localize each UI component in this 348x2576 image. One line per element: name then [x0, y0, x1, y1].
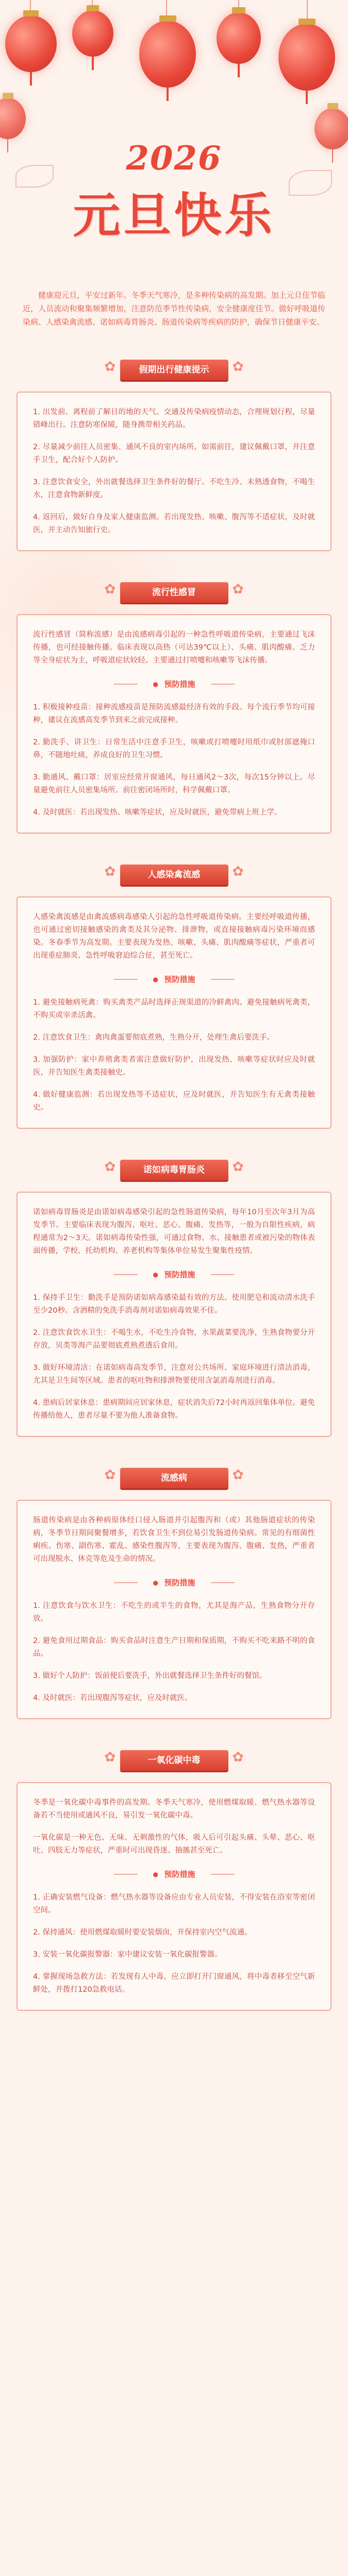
paragraph: 2. 注意饮食饮水卫生：不喝生水，不吃生冷食物，水果蔬菜要洗净，生熟食物要分开存放，贝类等海产品要彻底煮熟煮透后食用。 — [33, 1329, 315, 1350]
paragraph: 1. 避免接触病死禽：购买禽类产品时选择正规渠道的冷鲜禽肉。避免接触病死禽类，不购买或宰杀活禽。 — [33, 998, 315, 1020]
lantern-icon — [0, 98, 26, 139]
paragraph: 3. 勤通风、戴口罩：居室应经常开窗通风，每日通风2～3次，每次15分钟以上。尽量避免前往人员密集场所。前往密闭场所时，科学佩戴口罩。 — [33, 773, 315, 794]
section-banner: ✿ 假期出行健康提示 ✿ — [120, 360, 228, 380]
paragraph: 一氧化碳是一种无色、无味、无刺激性的气体，吸入后可引起头痛、头晕、恶心、呕吐、四肢无力等症状，严重时可出现昏迷、抽搐甚至死亡。 — [33, 1834, 315, 1855]
section-card — [16, 392, 332, 551]
subheading-label: ● 预防措施 — [153, 972, 195, 987]
paragraph: 流行性感冒（简称流感）是由流感病毒引起的一种急性呼吸道传染病，主要通过飞沫传播，也可经接触传播。临床表现以高热（可达39℃以上）、头痛、肌肉酸痛、乏力等全身症状为主，呼吸道症状较轻。主要通过打喷嚏和咳嗽等飞沫传播。 — [33, 631, 315, 665]
subheading-label: ● 预防措施 — [153, 1867, 195, 1882]
banner-spacer — [0, 603, 348, 614]
section-banner: ✿ 流行性感冒 ✿ — [120, 582, 228, 603]
subheading-prevention — [141, 1575, 208, 1590]
section-banner: ✿ 人感染禽流感 ✿ — [120, 865, 228, 885]
section-card — [16, 614, 332, 834]
paragraph: 2. 保持通风：使用燃煤取暖时要安装烟囱，并保持室内空气流通。 — [33, 1928, 252, 1937]
paragraph: 冬季是一氧化碳中毒事件的高发期。冬季天气寒冷，使用燃煤取暖、燃气热水器等设备若不当使用或通风不良，易引发一氧化碳中毒。 — [33, 1799, 315, 1820]
subheading-label: ● 预防措施 — [153, 676, 195, 692]
paragraph: 4. 掌握现场急救方法：若发现有人中毒，应立即打开门窗通风，将中毒者移至空气新鲜处，并拨打120急救电话。 — [33, 1973, 315, 1994]
paragraph: 1. 保持手卫生：勤洗手是预防诺如病毒感染最有效的方法。使用肥皂和流动清水洗手至少20秒。含酒精的免洗手消毒剂对诺如病毒效果不佳。 — [33, 1294, 315, 1315]
subheading-label: ● 预防措施 — [153, 1267, 195, 1282]
banner-spacer — [0, 380, 348, 392]
paragraph: 2. 避免食用过期食品：购买食品时注意生产日期和保质期，不购买不吃来路不明的食品。 — [33, 1637, 315, 1658]
section-gap — [0, 1129, 348, 1160]
paragraph: 2. 注意饮食卫生：禽肉禽蛋要彻底煮熟，生熟分开，处理生禽后要洗手。 — [33, 1033, 274, 1042]
subheading-prevention — [141, 676, 208, 692]
lantern-icon — [5, 15, 57, 72]
section-gap — [0, 834, 348, 865]
paragraph: 1. 积极接种疫苗：接种流感疫苗是预防流感最经济有效的手段。每个流行季节均可接种，建议在流感高发季节到来之前完成接种。 — [33, 703, 315, 724]
sections — [0, 329, 348, 2011]
paragraph: 4. 及时就医：若出现腹泻等症状，应及时就医。 — [33, 1694, 192, 1702]
paragraph: 4. 做好健康监测：若出现发热等不适症状，应及时就医，并告知医生有无禽类接触史。 — [33, 1091, 315, 1112]
page-title: 元旦快乐 — [73, 188, 275, 243]
section-banner: ✿ 一氧化碳中毒 ✿ — [120, 1750, 228, 1771]
subheading-prevention — [141, 972, 208, 987]
banner-spacer — [0, 1180, 348, 1192]
paragraph: 4. 及时就医：若出现发热、咳嗽等症状，应及时就医，避免带病上班上学。 — [33, 808, 282, 817]
paragraph: 3. 加强防护：家中养殖禽类者需注意做好防护，出现发热、咳嗽等症状时应及时就医，并告知医生禽类接触史。 — [33, 1056, 315, 1077]
lantern-icon — [217, 12, 261, 64]
paragraph: 人感染禽流感是由禽流感病毒感染人引起的急性呼吸道传染病。主要经呼吸道传播，也可通过密切接触感染的禽类及其分泌物、排泄物，或直接接触病毒污染环境而感染。冬春季节为高发期。主要表现为发热、咳嗽、头痛、肌肉酸痛等症状，严重者可出现重症肺炎、急性呼吸窘迫综合征，甚至死亡。 — [33, 913, 315, 960]
paragraph: 4. 返回后，做好自身及家人健康监测。若出现发热、咳嗽、腹泻等不适症状，及时就医，并主动告知旅行史。 — [33, 513, 315, 534]
subheading-prevention — [141, 1267, 208, 1282]
section-gap — [0, 1437, 348, 1468]
section-card — [16, 896, 332, 1129]
paragraph: 1. 正确安装燃气设备：燃气热水器等设备应由专业人员安装，不得安装在浴室等密闭空间。 — [33, 1893, 315, 1914]
banner-spacer — [0, 885, 348, 896]
section-gap — [0, 329, 348, 360]
paragraph: 2. 勤洗手、讲卫生：日常生活中注意手卫生，咳嗽或打喷嚏时用纸巾或肘部遮掩口鼻，不随地吐痰，养成良好的卫生习惯。 — [33, 738, 315, 759]
section-gap — [0, 551, 348, 582]
section-card — [16, 1500, 332, 1719]
lantern-icon — [139, 21, 196, 88]
section-banner: ✿ 流感病 ✿ — [120, 1468, 228, 1488]
title-year: 2026 — [126, 139, 222, 178]
paragraph: 肠道传染病是由各种病原体经口侵入肠道并引起腹泻和（或）其他肠道症状的传染病，冬季节日期间聚餐增多，若饮食卫生不到位易引发肠道传染病。常见的有细菌性痢疾、伤寒、副伤寒、霍乱、感染性腹泻等，主要表现为腹泻、腹痛、发热，严重者可出现脱水、休克等危及生命的情况。 — [33, 1516, 315, 1563]
paragraph: 3. 安装一氧化碳报警器：家中建议安装一氧化碳报警器。 — [33, 1951, 222, 1959]
header-banner — [0, 0, 348, 289]
section-gap — [0, 1719, 348, 1750]
paragraph: 3. 做好环境清洁：在诺如病毒高发季节，注意对公共场所、家庭环境进行清洁消毒，尤其是卫生间等区域。患者的呕吐物和排泄物要使用含氯消毒剂进行消毒。 — [33, 1364, 315, 1385]
subheading-prevention — [141, 1867, 208, 1882]
lantern-icon — [72, 10, 113, 57]
paragraph: 3. 做好个人防护：饭前便后要洗手，外出就餐选择卫生条件好的餐馆。 — [33, 1672, 267, 1680]
banner-spacer — [0, 1488, 348, 1500]
paragraph: 诺如病毒胃肠炎是由诺如病毒感染引起的急性肠道传染病，每年10月至次年3月为高发季节。主要临床表现为腹泻、呕吐、恶心、腹痛、发热等，一般为自限性疾病，病程通常为2～3天。诺如病毒传染性强，可通过食物、水、接触患者或被污染的物体表面传播，学校、托幼机构、养老机构等集体单位易发生聚集性疫情。 — [33, 1208, 315, 1255]
lantern-icon — [278, 24, 335, 91]
paragraph: 4. 患病后居家休息：患病期间应居家休息，症状消失后72小时再返回集体单位。避免传播给他人，患者尽量不要为他人准备食物。 — [33, 1399, 315, 1420]
paragraph: 1. 出发前、离程前了解目的地的天气、交通及传染病疫情动态，合理规划行程，尽量错峰出行。注意防寒保暖，随身携带相关药品。 — [33, 408, 315, 429]
section-banner: ✿ 诺如病毒胃肠炎 ✿ — [120, 1160, 228, 1180]
paragraph: 2. 尽量减少前往人员密集、通风不良的室内场所。如需前往，建议佩戴口罩，并注意手卫生，配合好个人防护。 — [33, 443, 315, 464]
banner-spacer — [0, 1771, 348, 1782]
subheading-label: ● 预防措施 — [153, 1575, 195, 1590]
paragraph: 1. 注意饮食与饮水卫生：不吃生的或半生的食物，尤其是海产品，生熟食物分开存放。 — [33, 1602, 315, 1623]
section-card — [16, 1782, 332, 2011]
section-card — [16, 1192, 332, 1437]
paragraph: 3. 注意饮食安全，外出就餐选择卫生条件好的餐厅。不吃生冷、未熟透食物，不喝生水，注意食物新鲜度。 — [33, 478, 315, 499]
intro-paragraph: 健康迎元旦，平安过新年。冬季天气寒冷，是多种传染病的高发期。加上元旦佳节临近，人员流动和聚集频繁增加，注意防范季节性传染病，安全健康度佳节。做好呼吸道传染病、人感染禽流感、诺如病毒胃肠炎、肠道传染病等疾病的防护，确保节日健康平安。 — [23, 291, 325, 327]
